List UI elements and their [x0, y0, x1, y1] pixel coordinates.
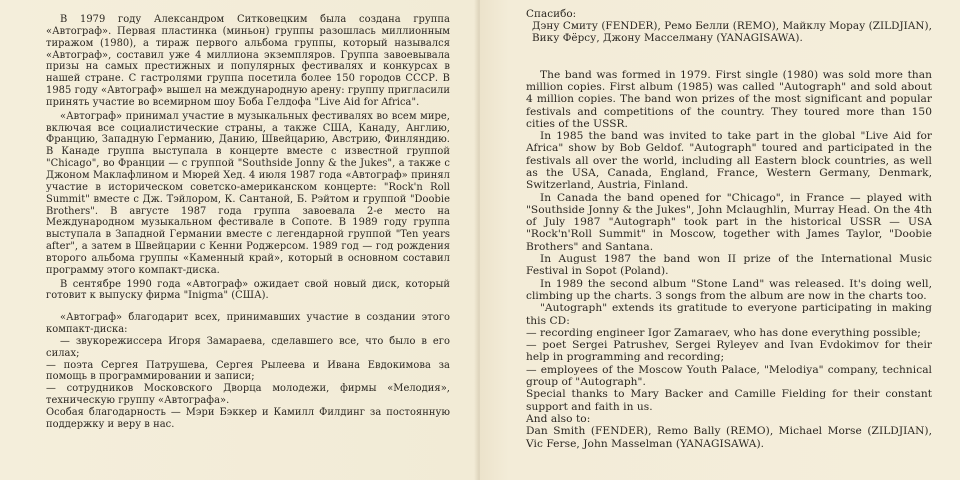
en-paragraph-stone-land: In 1989 the second album "Stone Land" was released. It's doing well, climbing up the charts. 3 songs from the album are now in the charts too.	[526, 277, 932, 302]
ru-credit-line: — поэта Сергея Патрушева, Сергея Рылеева и Ивана Евдокимова за помощь в программировании и записи;	[46, 359, 450, 383]
en-credit-line: — recording engineer Igor Zamaraev, who has done everything possible;	[526, 326, 921, 339]
en-special-thanks: Special thanks to Mary Backer and Camille Fielding for their constant support and faith in us.	[526, 388, 932, 413]
ru-paragraph-history: В 1979 году Александром Ситковецким была создана группа «Автограф». Первая пластинка (миньон) группы разошлась миллионным тиражом (1980), а тираж первого альбома группы, который назывался «Автограф», составил уже 4 миллиона экземпляров. Группа завоевывала призы на самых престижных и популярных фестивалях и конкурсах в нашей стране. С гастролями группа посетила более 150 городов СССР. В 1985 году «Автограф» вышел на международную арену: группу пригласили принять участие во всемирном шоу Боба Гелдофа "Live Aid for Africa".	[46, 14, 450, 108]
en-credits-intro: "Autograph" extends its gratitude to everyone participating in making this CD:	[526, 302, 932, 327]
ru-credits-intro: «Автограф» благодарит всех, принимавших участие в создании этого компакт-диска:	[46, 312, 450, 336]
ru-credit-line: — сотрудников Московского Дворца молодежи, фирмы «Мелодия», техническую группу «Автографа».	[46, 383, 450, 407]
right-page-english	[480, 0, 960, 480]
en-paragraph-formed: The band was formed in 1979. First single (1980) was sold more than million copies. First album (1985) was called "Autograph" and sold about 4 million copies. The band won prizes of the most significant and popular festivals and competitions of the country. They toured more than 150 cities of the USSR.	[526, 68, 932, 130]
en-endorsers: Dan Smith (FENDER), Remo Bally (REMO), Michael Morse (ZILDJIAN), Vic Ferse, John Masselman (YANAGISAWA).	[526, 425, 932, 450]
ru-paragraph-festivals: «Автограф» принимал участие в музыкальных фестивалях во всем мире, включая все социалистические страны, а также США, Канаду, Англию, Францию, Западную Германию, Данию, Швейцарию, Австрию, Финляндию. В Канаде группа выступала в концерте вместе с известной группой "Chicago", во Франции — с группой "Southside Jonny & the Jukes", а также с Джоном Маклафлином и Мюрей Хед. 4 июля 1987 года «Автограф» принял участие в историческом советско-американском концерте: "Rock'n Roll Summit" вместе с Дж. Тэйлором, К. Сантаной, Б. Рэйтом и группой "Doobie Brothers". В августе 1987 года группа завоевала 2-е место на Международном музыкальном фестивале в Сопоте. В 1989 году группа выступала в Западной Германии вместе с легендарной группой "Ten years after", а затем в Швейцарии с Кенни Роджерсом. 1989 год — год рождения второго альбома группы «Каменный край», который в основном составил программу этого компакт-диска.	[46, 110, 450, 276]
en-paragraph-canada: In Canada the band opened for "Chicago", in France — played with "Southside Jonny & the Jukes", John Mclaughlin, Murray Head. On the 4th of July 1987 "Autograph" took part in the historical USSR — USA "Rock'n'Roll Summit" in Moscow, together with James Taylor, "Doobie Brothers" and Santana.	[526, 191, 932, 253]
ru-paragraph-new-disc: В сентябре 1990 года «Автограф» ожидает свой новый диск, который готовит к выпуску фирма "Inigma" (США).	[46, 278, 450, 302]
ru-credit-line: — звукорежиссера Игоря Замараева, сделавшего все, что было в его силах;	[46, 335, 450, 359]
en-paragraph-sopot: In August 1987 the band won II prize of the International Music Festival in Sopot (Poland).	[526, 253, 932, 278]
en-credit-line: — poet Sergei Patrushev, Sergei Ryleyev and Ivan Evdokimov for their help in programming and recording;	[526, 339, 932, 364]
ru-special-thanks: Особая благодарность — Мэри Бэккер и Камилл Филдинг за постоянную поддержку и веру в нас.	[46, 407, 450, 430]
en-also-to: And also to:	[526, 412, 591, 425]
en-credit-line: — employees of the Moscow Youth Palace, "Melodiya" company, technical group of "Autograph".	[526, 363, 932, 389]
en-paragraph-live-aid: In 1985 the band was invited to take part in the global "Live Aid for Africa" show by Bob Geldof. "Autograph" toured and participated in the festivals all over the world, including all Eastern block countries, as well as the USA, Canada, England, France, Western Germany, Denmark, Switzerland, Austria, Finland.	[526, 130, 932, 192]
ru-thanks-names: Дэну Смиту (FENDER), Ремо Белли (REMO), Майклу Морау (ZILDJIAN), Вику Фёрсу, Джону Масселману (YANAGISAWA).	[532, 20, 932, 45]
ru-thanks-heading: Спасибо:	[526, 8, 577, 20]
